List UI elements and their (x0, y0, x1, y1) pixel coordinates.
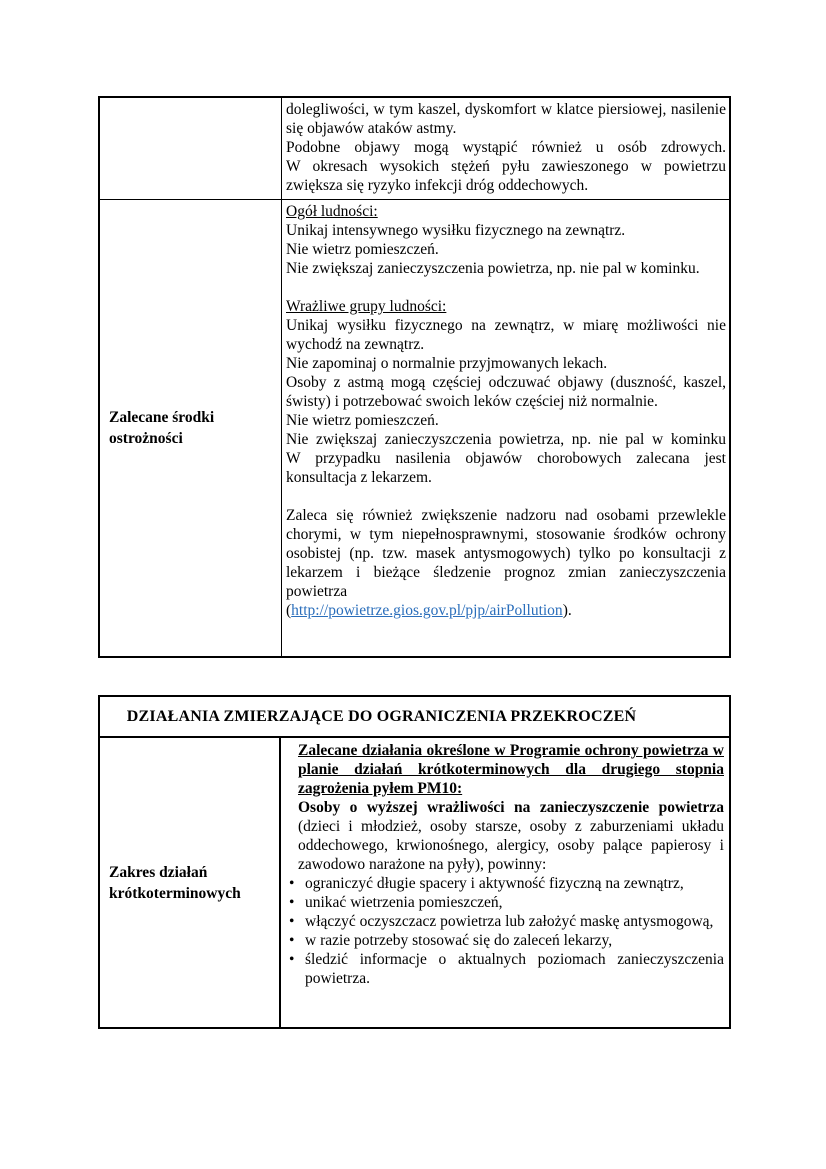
paragraph: Unikaj wysiłku fizycznego na zewnątrz, w miarę możliwości nie wychodź na zewnątrz. (286, 317, 726, 353)
paragraph: Zaleca się również zwiększenie nadzoru nad osobami przewlekle chorymi, w tym niepełnosprawnymi, stosowanie środków ochrony osobistej (np. tzw. masek antysmogowych) tylko po konsultacji z lekarzem i bieżące śledzenie prognoz zmian zanieczyszczenia powietrza (286, 507, 726, 600)
paragraph: W okresach wysokich stężeń pyłu zawieszonego w powietrzu zwiększa się ryzyko infekcji dróg oddechowych. (286, 158, 726, 194)
list-item: • włączyć oczyszczacz powietrza lub założyć maskę antysmogową, (281, 912, 724, 931)
precautions-table (98, 96, 731, 658)
section-heading: Ogół ludności: (286, 203, 378, 220)
paragraph: dolegliwości, w tym kaszel, dyskomfort w klatce piersiowej, nasilenie się objawów ataków astmy. (286, 101, 726, 137)
actions-table (98, 695, 731, 1029)
paragraph: Nie zwiększaj zanieczyszczenia powietrza, np. nie pal w kominku (286, 431, 726, 448)
symptoms-row-text-cell (282, 98, 729, 199)
list-item: • w razie potrzeby stosować się do zaleceń lekarzy, (281, 931, 724, 950)
precautions-row-text-cell (282, 200, 729, 656)
precautions-row (100, 200, 729, 656)
paragraph: W przypadku nasilenia objawów chorobowych zalecana jest konsultacja z lekarzem. (286, 450, 726, 486)
paragraph: Osoby z astmą mogą częściej odczuwać objawy (duszność, kaszel, świsty) i potrzebować swoich leków częściej niż normalnie. (286, 374, 726, 410)
paragraph: Nie wietrz pomieszczeń. (286, 412, 439, 429)
link-close-paren: ). (562, 602, 572, 619)
lead-regular-text: (dzieci i młodzież, osoby starsze, osoby z zaburzeniami układu oddechowego, krwionośnego, alergicy, osoby palące papierosy i zawodowo narażone na pyły), powinny: (298, 818, 724, 873)
blank-line (286, 487, 726, 506)
paragraph: Nie zwiększaj zanieczyszczenia powietrza, np. nie pal w kominku. (286, 260, 700, 277)
actions-table-header: DZIAŁANIA ZMIERZAJĄCE DO OGRANICZENIA PRZEKROCZEŃ (100, 697, 729, 738)
actions-heading: Zalecane działania określone w Programie ochrony powietrza w planie działań krótkoterminowych dla drugiego stopnia zagrożenia pyłem PM10: (298, 742, 724, 797)
lead-bold-text: Osoby o wyższej wrażliwości na zanieczyszczenie powietrza (298, 799, 724, 816)
row-label: Zakres działań krótkoterminowych (109, 863, 241, 902)
actions-bullet-list (298, 874, 724, 988)
symptoms-row-label-cell (100, 98, 282, 199)
blank-line (286, 278, 726, 297)
link-line (286, 601, 726, 620)
link-open-paren: ( (286, 602, 292, 619)
list-item: • unikać wietrzenia pomieszczeń, (281, 893, 724, 912)
actions-row (100, 738, 729, 1027)
paragraph (298, 798, 724, 874)
paragraph: Podobne objawy mogą wystąpić również u osób zdrowych. (286, 139, 726, 156)
row-label: Zalecane środki ostrożności (109, 409, 215, 447)
paragraph: Unikaj intensywnego wysiłku fizycznego na zewnątrz. (286, 222, 626, 239)
actions-row-text-cell (281, 738, 729, 1027)
symptoms-row (100, 98, 729, 200)
paragraph: Nie zapominaj o normalnie przyjmowanych lekach. (286, 355, 608, 372)
air-quality-link[interactable]: http://powietrze.gios.gov.pl/pjp/airPollution (291, 602, 563, 619)
actions-row-label-cell (100, 738, 281, 1027)
section-heading: Wrażliwe grupy ludności: (286, 298, 447, 315)
list-item: • ograniczyć długie spacery i aktywność fizyczną na zewnątrz, (281, 874, 724, 893)
paragraph: Nie wietrz pomieszczeń. (286, 241, 439, 258)
precautions-row-label-cell (100, 200, 282, 656)
list-item: • śledzić informacje o aktualnych poziomach zanieczyszczenia powietrza. (281, 950, 724, 988)
